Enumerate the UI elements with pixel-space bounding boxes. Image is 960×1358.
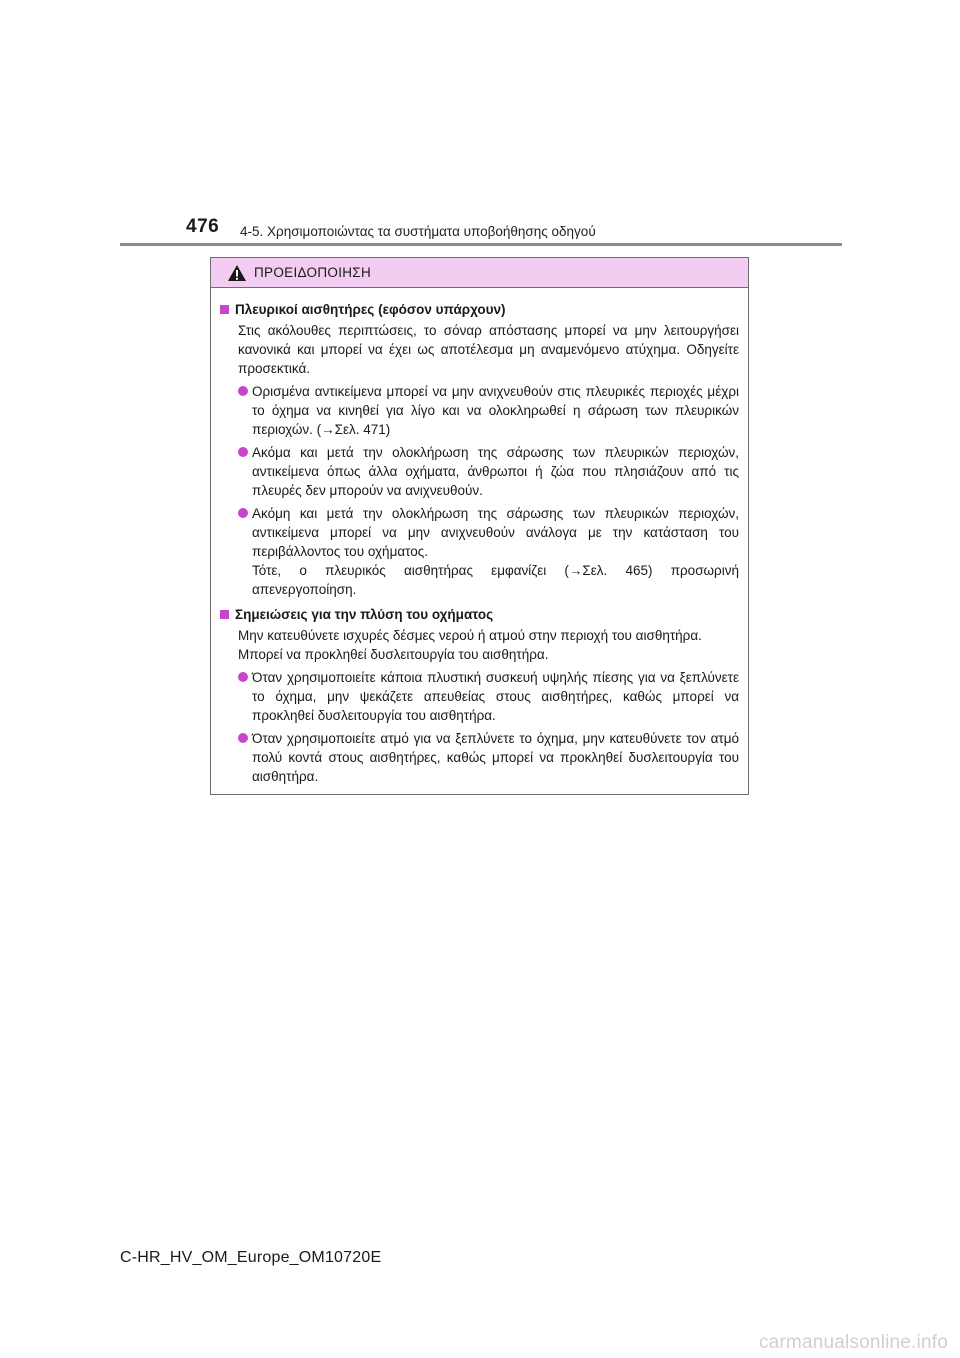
warning-body bbox=[211, 288, 748, 786]
warning-box bbox=[210, 257, 749, 795]
circle-bullet-icon bbox=[238, 386, 248, 396]
topic-heading-text: Πλευρικοί αισθητήρες (εφόσον υπάρχουν) bbox=[235, 302, 506, 317]
list-item-text: Ακόμα και μετά την ολοκλήρωση της σάρωσης των πλευρικών περιοχών, αντικείμενα όπως άλλα οχήματα, άνθρωποι ή ζώα που πλησιάζουν από τις πλευρές δεν μπορούν να ανιχνευθούν. bbox=[252, 445, 739, 498]
paragraph: Μπορεί να προκληθεί δυσλειτουργία του αισθητήρα. bbox=[238, 647, 549, 662]
list-item-text: Ακόμη και μετά την ολοκλήρωση της σάρωσης των πλευρικών περιοχών, αντικείμενα μπορεί να μην ανιχνευθούν ανάλογα με την κατάσταση του περιβάλλοντος του οχήματος. Τότε, ο πλευρικός αισθητήρας εμφανίζει (→Σελ. 465) προσωρινή απενεργοποίηση. bbox=[252, 506, 739, 597]
paragraph: Στις ακόλουθες περιπτώσεις, το σόναρ απόστασης μπορεί να μην λειτουργήσει κανονικά και μπορεί να έχει ως αποτέλεσμα μη αναμενόμενο ατύχημα. Οδηγείτε προσεκτικά. bbox=[238, 323, 739, 376]
page-number: 476 bbox=[186, 216, 220, 237]
list-item bbox=[238, 382, 739, 439]
footer-document-code: C-HR_HV_OM_Europe_OM10720E bbox=[120, 1249, 382, 1266]
topic-heading bbox=[220, 605, 739, 624]
watermark: carmanualsonline.info bbox=[758, 1332, 948, 1353]
list-item bbox=[238, 668, 739, 725]
warning-header bbox=[211, 258, 748, 288]
circle-bullet-icon bbox=[238, 672, 248, 682]
square-bullet-icon bbox=[220, 610, 229, 619]
section-title: 4-5. Χρησιμοποιώντας τα συστήματα υποβοήθησης οδηγού bbox=[240, 224, 596, 239]
warning-triangle-icon bbox=[227, 264, 247, 282]
warning-label: ΠΡΟΕΙΔΟΠΟΙΗΣΗ bbox=[254, 265, 371, 280]
topic-heading bbox=[220, 300, 739, 319]
topic-washing-notes bbox=[220, 605, 739, 786]
square-bullet-icon bbox=[220, 305, 229, 314]
list-item-text: Όταν χρησιμοποιείτε ατμό για να ξεπλύνετε το όχημα, μην κατευθύνετε τον ατμό πολύ κοντά στους αισθητήρες, καθώς μπορεί να προκληθεί δυσλειτουργία του αισθητήρα. bbox=[252, 731, 739, 784]
circle-bullet-icon bbox=[238, 733, 248, 743]
circle-bullet-icon bbox=[238, 447, 248, 457]
list-item bbox=[238, 504, 739, 599]
list-item bbox=[238, 729, 739, 786]
list-item-text: Όταν χρησιμοποιείτε κάποια πλυστική συσκευή υψηλής πίεσης για να ξεπλύνετε το όχημα, μην ψεκάζετε απευθείας στους αισθητήρες, καθώς μπορεί να προκληθεί δυσλειτουργία του αισθητήρα. bbox=[252, 670, 739, 723]
topic-side-sensors bbox=[220, 300, 739, 599]
header-rule bbox=[120, 243, 842, 246]
list-item bbox=[238, 443, 739, 500]
topic-heading-text: Σημειώσεις για την πλύση του οχήματος bbox=[235, 607, 494, 622]
circle-bullet-icon bbox=[238, 508, 248, 518]
paragraph: Μην κατευθύνετε ισχυρές δέσμες νερού ή ατμού στην περιοχή του αισθητήρα. bbox=[238, 628, 702, 643]
list-item-text: Ορισμένα αντικείμενα μπορεί να μην ανιχνευθούν στις πλευρικές περιοχές μέχρι το όχημα να κινηθεί για λίγο και να ολοκληρωθεί η σάρωση των πλευρικών περιοχών. (→Σελ. 471) bbox=[252, 384, 739, 437]
